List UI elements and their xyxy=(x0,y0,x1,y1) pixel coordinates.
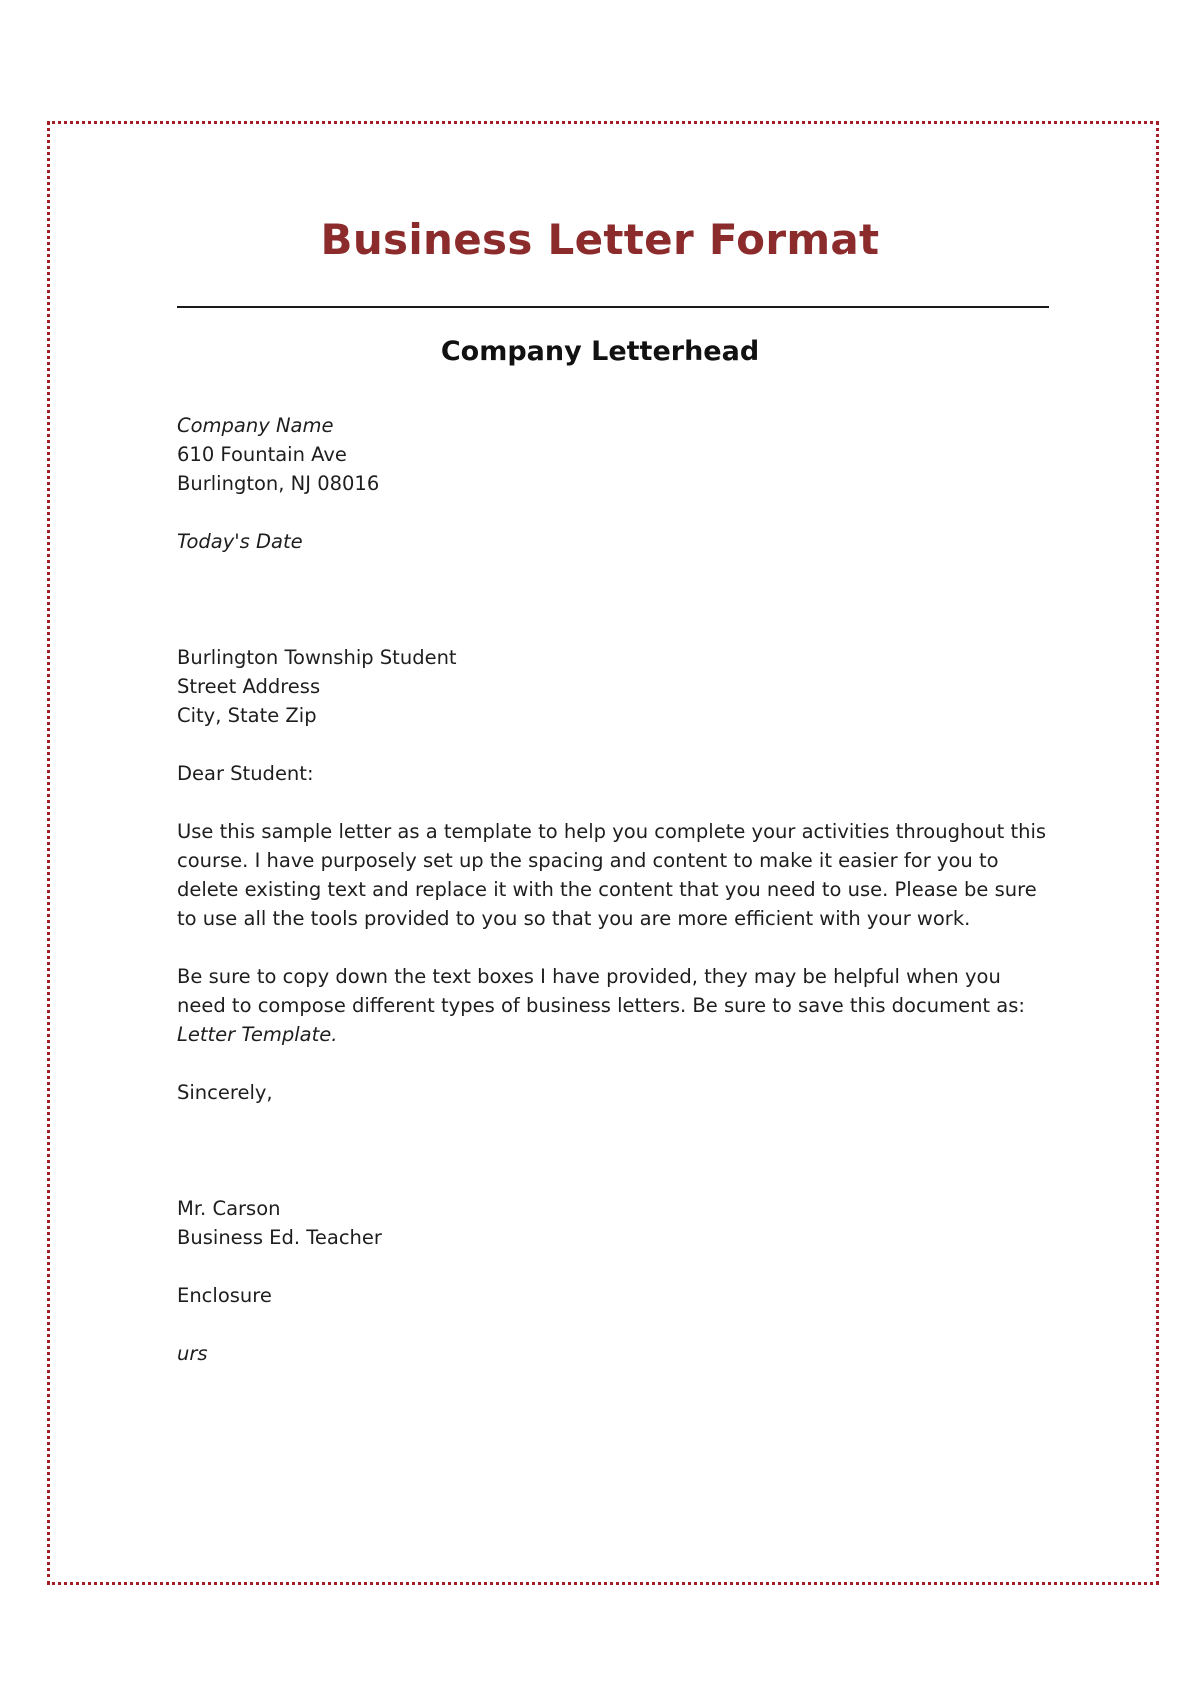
salutation: Dear Student: xyxy=(177,762,314,785)
recipient-name: Burlington Township Student xyxy=(177,646,457,669)
paragraph-emphasis: Letter Template. xyxy=(177,1023,338,1046)
paragraph-line: need to compose different types of business letters. Be sure to save this document as: xyxy=(177,994,1025,1017)
paragraph-line: to use all the tools provided to you so that you are more efficient with your work. xyxy=(177,907,971,930)
reference-initials: urs xyxy=(177,1342,208,1365)
closing: Sincerely, xyxy=(177,1081,273,1104)
body-paragraph-1 xyxy=(177,817,1057,933)
paragraph-line: delete existing text and replace it with the content that you need to use. Please be sure xyxy=(177,878,1037,901)
body-paragraph-2 xyxy=(177,962,1057,1049)
recipient-street: Street Address xyxy=(177,675,321,698)
letterhead-heading: Company Letterhead xyxy=(440,336,760,367)
sender-address-block xyxy=(177,411,1057,498)
signature-block xyxy=(177,1194,1057,1252)
signer-name: Mr. Carson xyxy=(177,1197,281,1220)
recipient-city-state-zip: City, State Zip xyxy=(177,704,317,727)
sender-street: 610 Fountain Ave xyxy=(177,443,347,466)
recipient-address-block xyxy=(177,643,1057,730)
letter-date: Today's Date xyxy=(177,530,303,553)
paragraph-line: Use this sample letter as a template to help you complete your activities throughout this xyxy=(177,820,1047,843)
document-title: Business Letter Format xyxy=(320,215,880,264)
sender-company-name: Company Name xyxy=(177,414,334,437)
enclosure-notation: Enclosure xyxy=(177,1284,272,1307)
signer-title: Business Ed. Teacher xyxy=(177,1226,382,1249)
sender-city-state-zip: Burlington, NJ 08016 xyxy=(177,472,380,495)
paragraph-line: Be sure to copy down the text boxes I have provided, they may be helpful when you xyxy=(177,965,1001,988)
paragraph-line: course. I have purposely set up the spacing and content to make it easier for you to xyxy=(177,849,999,872)
title-divider xyxy=(177,306,1049,308)
